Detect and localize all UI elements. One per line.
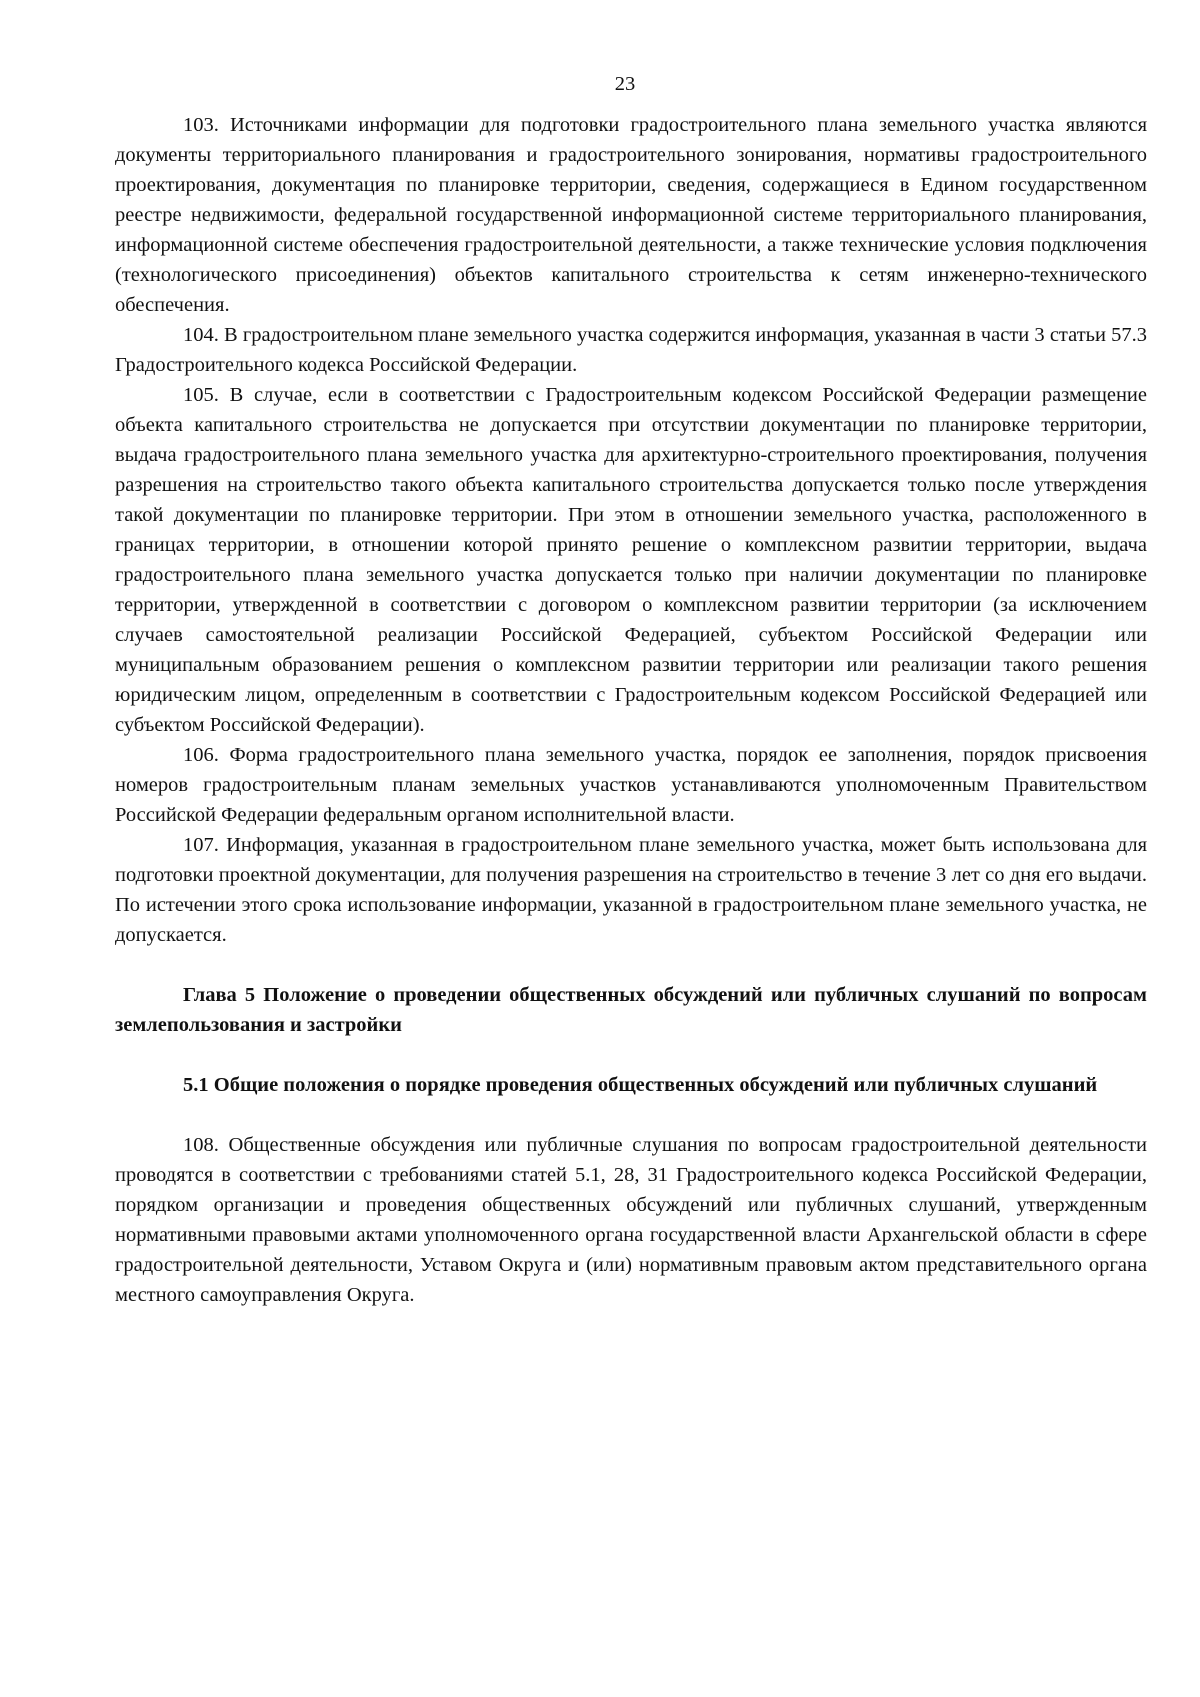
- paragraph-107: 107. Информация, указанная в градостроительном плане земельного участка, может быть использована для подготовки проектной документации, для получения разрешения на строительство в течение 3 лет со дня его выдачи. По истечении этого срока использование информации, указанной в градостроительном плане земельного участка, не допускается.: [115, 834, 1147, 946]
- paragraph-103: 103. Источниками информации для подготовки градостроительного плана земельного участка являются документы территориального планирования и градостроительного зонирования, нормативы градостроительного проектирования, документация по планировке территории, сведения, содержащиеся в Едином государственном реестре недвижимости, федеральной государственной информационной системе территориального планирования, информационной системе обеспечения градостроительной деятельности, а также технические условия подключения (технологического присоединения) объектов капитального строительства к сетям инженерно-технического обеспечения.: [115, 114, 1147, 316]
- paragraph-104: 104. В градостроительном плане земельного участка содержится информация, указанная в части 3 статьи 57.3 Градостроительного кодекса Российской Федерации.: [115, 324, 1147, 376]
- paragraph-106: 106. Форма градостроительного плана земельного участка, порядок ее заполнения, порядок присвоения номеров градостроительным планам земельных участков устанавливаются уполномоченным Правительством Российской Федерации федеральным органом исполнительной власти.: [115, 744, 1147, 826]
- paragraph-105: 105. В случае, если в соответствии с Градостроительным кодексом Российской Федерации размещение объекта капитального строительства не допускается при отсутствии документации по планировке территории, выдача градостроительного плана земельного участка для архитектурно-строительного проектирования, получения разрешения на строительство такого объекта капитального строительства допускается только после утверждения такой документации по планировке территории. При этом в отношении земельного участка, расположенного в границах территории, в отношении которой принято решение о комплексном развитии территории, выдача градостроительного плана земельного участка допускается только при наличии документации по планировке территории, утвержденной в соответствии с договором о комплексном развитии территории (за исключением случаев самостоятельной реализации Российской Федерацией, субъектом Российской Федерации или муниципальным образованием решения о комплексном развитии территории или реализации такого решения юридическим лицом, определенным в соответствии с Градостроительным кодексом Российской Федерацией или субъектом Российской Федерации).: [115, 384, 1147, 736]
- page-number: 23: [614, 73, 636, 95]
- paragraph-108: 108. Общественные обсуждения или публичные слушания по вопросам градостроительной деятельности проводятся в соответствии с требованиями статей 5.1, 28, 31 Градостроительного кодекса Российской Федерации, порядком организации и проведения общественных обсуждений или публичных слушаний, утвержденным нормативными правовыми актами уполномоченного органа государственной власти Архангельской области в сфере градостроительной деятельности, Уставом Округа и (или) нормативным правовым актом представительного органа местного самоуправления Округа.: [115, 1134, 1147, 1306]
- document-body: [115, 110, 1147, 1310]
- chapter-heading: Глава 5 Положение о проведении общественных обсуждений или публичных слушаний по вопросам землепользования и застройки: [115, 984, 1147, 1036]
- section-heading: 5.1 Общие положения о порядке проведения общественных обсуждений или публичных слушаний: [183, 1074, 1098, 1096]
